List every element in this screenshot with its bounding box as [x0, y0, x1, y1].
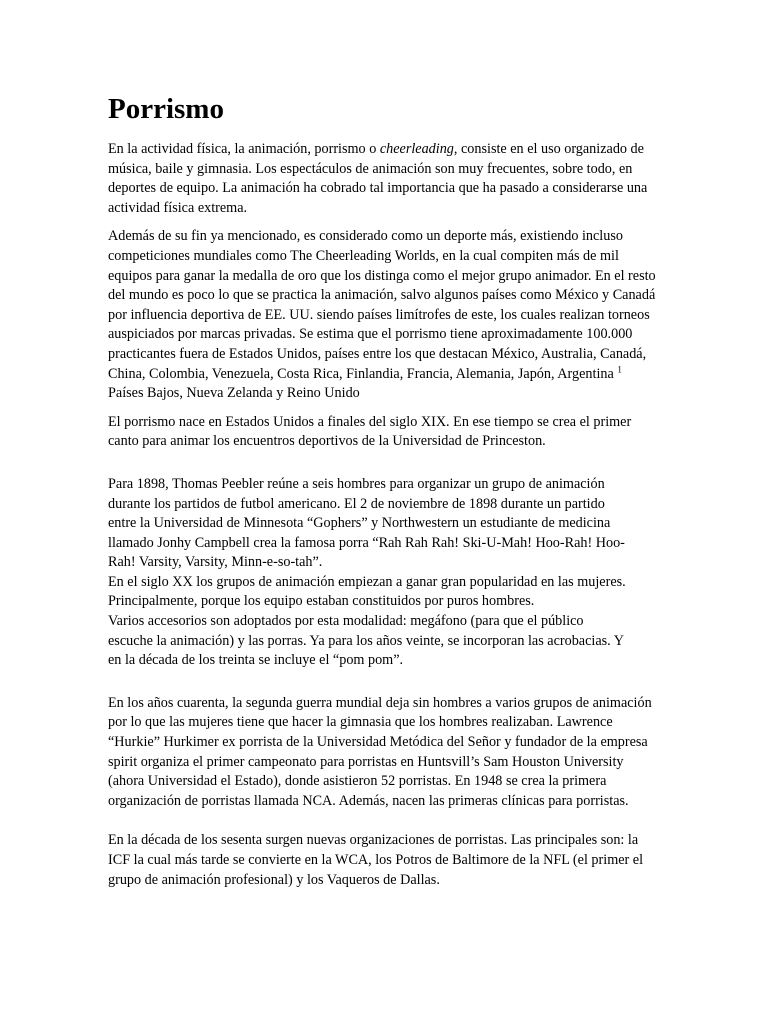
- history-line: Rah! Varsity, Varsity, Minn-e-so-tah”.: [108, 554, 323, 571]
- document-page: [108, 92, 660, 890]
- competitions-text-end: Países Bajos, Nueva Zelanda y Reino Unido: [108, 385, 360, 402]
- paragraph-history-1898: [108, 475, 660, 671]
- paragraph-intro: [108, 140, 660, 218]
- competitions-text-start: Además de su fin ya mencionado, es considerado como un deporte más, existiendo incluso competiciones mundiales como The Cheerleading Worlds, en la cual compiten más de mil equipos para ganar la medalla de oro que los distinga como el mejor grupo animador. En el resto del mundo es poco lo que se practica la animación, salvo algunos países como México y Canadá por influencia deportiva de EE. UU. siendo países limítrofes de este, los cuales realizan torneos auspiciados por marcas privadas. Se estima que el porrismo tiene aproximadamente 100.000 practicantes fuera de Estados Unidos, países entre los que destacan México, Australia, Canadá, China, Colombia, Venezuela, Costa Rica, Finlandia, Francia, Alemania, Japón, Argentina: [108, 228, 656, 382]
- intro-term-italic: cheerleading: [379, 141, 454, 157]
- history-line: Varios accesorios son adoptados por esta modalidad: megáfono (para que el público: [108, 613, 584, 630]
- paragraph-sixties: En la década de los sesenta surgen nuevas organizaciones de porristas. Las principales son: la ICF la cual más tarde se convierte en la WCA, los Potros de Baltimore de la NFL (el primer el grupo de animación profesional) y los Vaqueros de Dallas.: [108, 832, 644, 888]
- history-line: llamado Jonhy Campbell crea la famosa porra “Rah Rah Rah! Ski-U-Mah! Hoo-Rah! Hoo-: [108, 534, 625, 551]
- history-line: entre la Universidad de Minnesota “Gophers” y Northwestern un estudiante de medicina: [108, 515, 611, 532]
- paragraph-competitions: [108, 227, 660, 403]
- intro-text-start: En la actividad física, la animación, porrismo o: [108, 141, 380, 157]
- paragraph-origin: El porrismo nace en Estados Unidos a finales del siglo XIX. En ese tiempo se crea el primer canto para animar los encuentros deportivos de la Universidad de Princeston.: [108, 413, 632, 450]
- paragraph-forties: En los años cuarenta, la segunda guerra mundial deja sin hombres a varios grupos de animación por lo que las mujeres tiene que hacer la gimnasia que los hombres realizaban. Lawrence “Hurkie” Hurkimer ex porrista de la Universidad Metódica del Señor y fundador de la empresa spirit organiza el primer campeonato para porristas en Huntsvill’s Sam Houston University (ahora Universidad el Estado), donde asistieron 52 porristas. En 1948 se crea la primera organización de porristas llamada NCA. Además, nacen las primeras clínicas para porristas.: [108, 694, 652, 809]
- history-line: en la década de los treinta se incluye el “pom pom”.: [108, 652, 404, 669]
- footnote-ref: 1: [617, 363, 622, 374]
- intro-text-end: , consiste en el uso organizado de música, baile y gimnasia. Los espectáculos de animación son muy frecuentes, sobre todo, en deportes de equipo. La animación ha cobrado tal importancia que ha pasado a considerarse una actividad física extrema.: [108, 141, 648, 216]
- history-line: escuche la animación) y las porras. Ya para los años veinte, se incorporan las acrobacias. Y: [108, 632, 624, 649]
- history-line: durante los partidos de futbol americano. El 2 de noviembre de 1898 durante un partido: [108, 495, 605, 512]
- history-line: Para 1898, Thomas Peebler reúne a seis hombres para organizar un grupo de animación: [108, 475, 605, 492]
- history-line: En el siglo XX los grupos de animación empiezan a ganar gran popularidad en las mujeres.: [108, 573, 626, 590]
- page-title: Porrismo: [108, 93, 224, 125]
- history-line: Principalmente, porque los equipo estaban constituidos por puros hombres.: [108, 593, 535, 610]
